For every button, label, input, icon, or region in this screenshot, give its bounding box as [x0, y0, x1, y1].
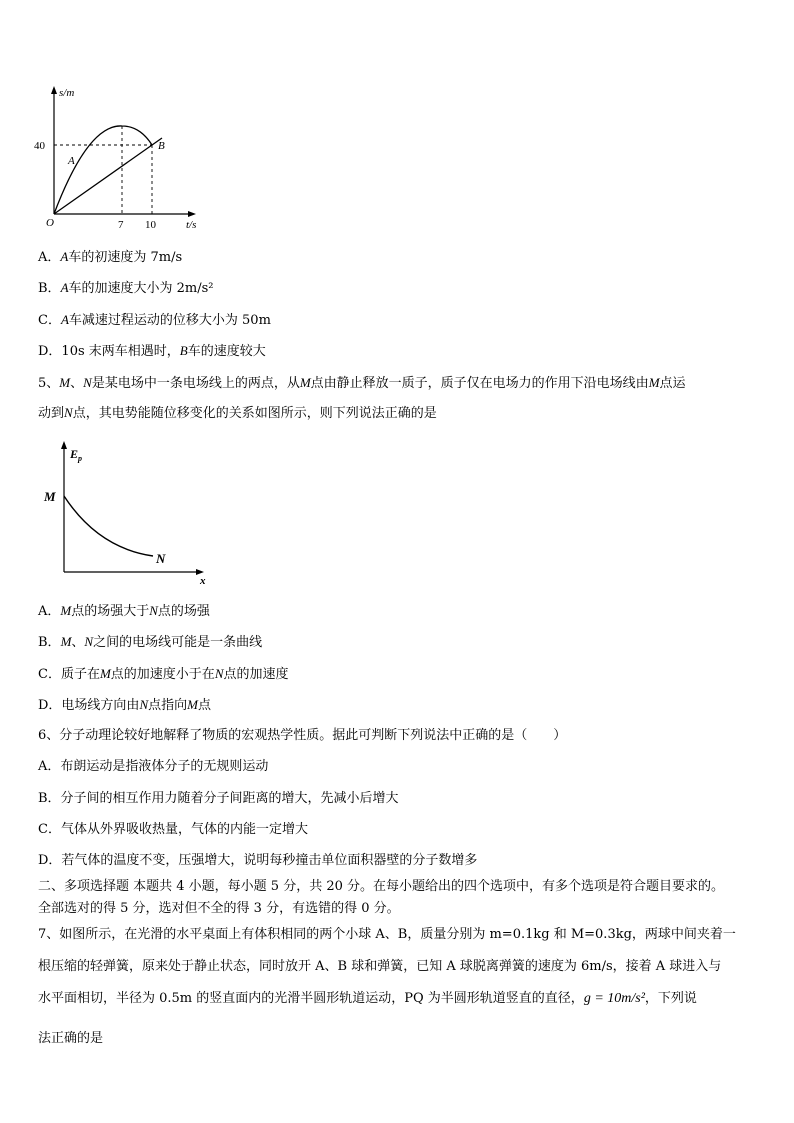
q4-option-c: C．A车减速过程运动的位移大小为 50m: [38, 312, 271, 328]
line-b-label: B: [158, 140, 165, 152]
gravity-formula: g = 10m/s²: [583, 991, 645, 1006]
q4-option-b: B．A车的加速度大小为 2m/s²: [38, 280, 214, 296]
ep-x-graph: [38, 436, 218, 588]
ep-curve: [64, 496, 153, 556]
x-axis-arrow: [188, 211, 196, 217]
q5-option-a: A．M点的场强大于N点的场强: [38, 603, 210, 619]
x-tick-7: 7: [118, 219, 124, 231]
q5-stem-line2: 动到N点，其电势能随位移变化的关系如图所示，则下列说法正确的是: [38, 405, 437, 421]
ep-x-label: x: [200, 575, 206, 587]
y-axis-label: s/m: [59, 87, 75, 99]
ep-point-m: M: [44, 489, 56, 504]
q4-option-d: D．10s 末两车相遇时，B车的速度较大: [38, 343, 266, 359]
curve-a: [54, 126, 152, 214]
curve-a-label: A: [68, 155, 75, 167]
q6-option-c: C．气体从外界吸收热量，气体的内能一定增大: [38, 822, 308, 837]
q5-option-d: D．电场线方向由N点指向M点: [38, 697, 211, 713]
x-tick-10: 10: [145, 219, 156, 231]
section2-header-line1: 二、多项选择题 本题共 4 小题，每小题 5 分，共 20 分。在每小题给出的四个选项中，有多个选项是符合题目要求的。: [38, 879, 725, 894]
q7-stem-line2: 根压缩的轻弹簧，原来处于静止状态，同时放开 A、B 球和弹簧，已知 A 球脱离弹簧的速度为 6m/s，接着 A 球进入与: [38, 959, 722, 974]
st-graph: [30, 82, 210, 232]
x-axis-label: t/s: [186, 219, 197, 231]
q7-stem-line1: 7、如图所示，在光滑的水平桌面上有体积相同的两个小球 A、B，质量分别为 m=0.1kg 和 M=0.3kg，两球中间夹着一: [38, 927, 736, 942]
y-tick-40: 40: [34, 140, 45, 152]
q6-stem: 6、分子动理论较好地解释了物质的宏观热学性质。据此可判断下列说法中正确的是（ ）: [38, 728, 567, 743]
q6-option-d: D．若气体的温度不变，压强增大，说明每秒撞击单位面积器壁的分子数增多: [38, 853, 478, 868]
q5-stem-line1: 5、M、N是某电场中一条电场线上的两点，从M点由静止释放一质子，质子仅在电场力的作用下沿电场线由M点运: [38, 375, 686, 391]
origin-label: O: [46, 217, 54, 229]
q7-stem-line4: 法正确的是: [38, 1031, 104, 1046]
q5-option-c: C．质子在M点的加速度小于在N点的加速度: [38, 666, 289, 682]
ep-y-axis-arrow: [61, 441, 67, 449]
q4-option-a: A．A车的初速度为 7m/s: [38, 249, 183, 265]
q5-option-b: B．M、N之间的电场线可能是一条曲线: [38, 634, 263, 650]
y-axis-arrow: [51, 86, 57, 94]
ep-point-n: N: [156, 551, 166, 566]
ep-y-label: $E_p$: [70, 447, 83, 463]
q6-option-a: A．布朗运动是指液体分子的无规则运动: [38, 759, 269, 774]
q7-stem-line3: 水平面相切，半径为 0.5m 的竖直面内的光滑半圆形轨道运动，PQ 为半圆形轨道竖直的直径，g = 10m/s²，下列说: [38, 991, 697, 1006]
q6-option-b: B．分子间的相互作用力随着分子间距离的增大，先减小后增大: [38, 791, 399, 806]
section2-header-line2: 全部选对的得 5 分，选对但不全的得 3 分，有选错的得 0 分。: [38, 901, 400, 916]
